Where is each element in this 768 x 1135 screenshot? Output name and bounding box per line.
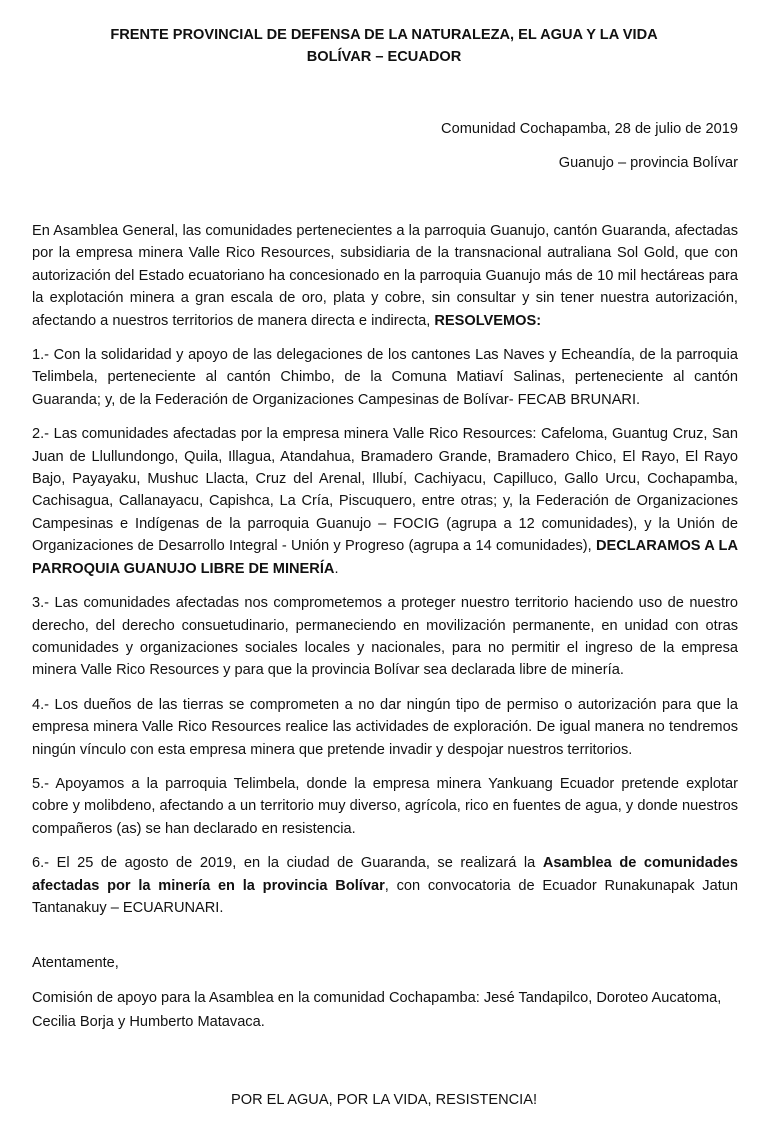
item6-text: 6.- El 25 de agosto de 2019, en la ciudad de Guaranda, se realizará la [32, 855, 543, 872]
header-organization: FRENTE PROVINCIAL DE DEFENSA DE LA NATURALEZA, EL AGUA Y LA VIDA [110, 27, 658, 43]
date-line: Comunidad Cochapamba, 28 de julio de 2019 [441, 121, 738, 137]
resolution-item-1 [32, 344, 738, 411]
intro-paragraph [32, 220, 738, 332]
closing-salutation: Atentamente, [32, 955, 119, 971]
place-date-block [441, 118, 738, 186]
resolution-item-4 [32, 694, 738, 761]
intro-text: En Asamblea General, las comunidades pertenecientes a la parroquia Guanujo, cantón Guaranda, afectadas por la empresa minera Valle Rico Resources, subsidiaria de la transnacional autraliana Sol Gold, que con autorización del Estado ecuatoriano ha concesionado en la parroquia Guanujo más de 10 mil hectáreas para la explotación minera a gran escala de oro, plata y cobre, sin consultar y sin tener nuestra autorización, afectando a nuestros territorios de manera directa e indirecta, [32, 223, 738, 329]
closing-slogan: POR EL AGUA, POR LA VIDA, RESISTENCIA! [230, 1092, 538, 1108]
item5-text: 5.- Apoyamos a la parroquia Telimbela, donde la empresa minera Yankuang Ecuador pretende explotar cobre y molibdeno, afectando a un territorio muy diverso, agrícola, rico en fuentes de agua, y donde nuestros compañeros (as) se han declarado en resistencia. [32, 775, 738, 837]
item4-text: 4.- Los dueños de las tierras se comprometen a no dar ningún tipo de permiso o autorización para que la empresa minera Valle Rico Resources realice las actividades de exploración. De igual manera no tendremos ningún vínculo con esta empresa minera que pretende invadir y despojar nuestros territorios. [32, 696, 738, 758]
commission-signatories: Comisión de apoyo para la Asamblea en la comunidad Cochapamba: Jesé Tandapilco, Doroteo Aucatoma, Cecilia Borja y Humberto Matavaca. [32, 990, 722, 1030]
item1-text: 1.- Con la solidaridad y apoyo de las delegaciones de los cantones Las Naves y Echeandía, de la parroquia Telimbela, perteneciente al cantón Chimbo, de la Comuna Matiaví Salinas, perteneciente al cantón Guaranda; y, de la Federación de Organizaciones Campesinas de Bolívar- FECAB BRUNARI. [32, 347, 738, 408]
item2-end: . [334, 560, 339, 577]
item6-assembly: Asamblea de comunidades afectadas por la minería en la provincia Bolívar [32, 855, 738, 894]
resolution-item-2 [32, 423, 738, 580]
resolution-item-6 [32, 852, 738, 919]
item2-text: 2.- Las comunidades afectadas por la empresa minera Valle Rico Resources: Cafeloma, Guantug Cruz, San Juan de Llullundongo, Quila, Illagua, Atandahua, Bramadero Grande, Bramadero Chico, El Rayo, El Rayo Bajo, Payayaku, Mushuc Llacta, Cruz del Arenal, Illubí, Cachiyacu, Capilluco, Gallo Urcu, Cochapamba, Cachisagua, Callanayacu, Capishca, La Cría, Piscuquero, entre otras; y, la Federación de Organizaciones Campesinas e Indígenas de la parroquia Guanujo – FOCIG (agrupa a 12 comunidades), y la Unión de Organizaciones de Desarrollo Integral - Unión y Progreso (agrupa a 14 comunidades), [32, 426, 738, 555]
resolution-item-3 [32, 592, 738, 682]
item2-declaration: DECLARAMOS A LA PARROQUIA GUANUJO LIBRE DE MINERÍA [32, 538, 738, 577]
intro-resolve: RESOLVEMOS: [434, 312, 542, 329]
place-line: Guanujo – provincia Bolívar [558, 155, 738, 171]
document-header [0, 24, 768, 68]
document-body [32, 220, 738, 931]
item3-text: 3.- Las comunidades afectadas nos comprometemos a proteger nuestro territorio haciendo uso de nuestro derecho, del derecho consuetudinario, permaneciendo en movilización permanente, en unidad con otras comunidades y organizaciones sociales locales y nacionales, para no permitir el ingreso de la empresa minera Valle Rico Resources y para que la provincia Bolívar sea declarada libre de minería. [32, 595, 738, 679]
resolution-item-5 [32, 773, 738, 840]
header-location: BOLÍVAR – ECUADOR [306, 49, 462, 65]
item6-end: , con convocatoria de Ecuador Runakunapak Jatun Tantanakuy – ECUARUNARI. [32, 877, 738, 916]
